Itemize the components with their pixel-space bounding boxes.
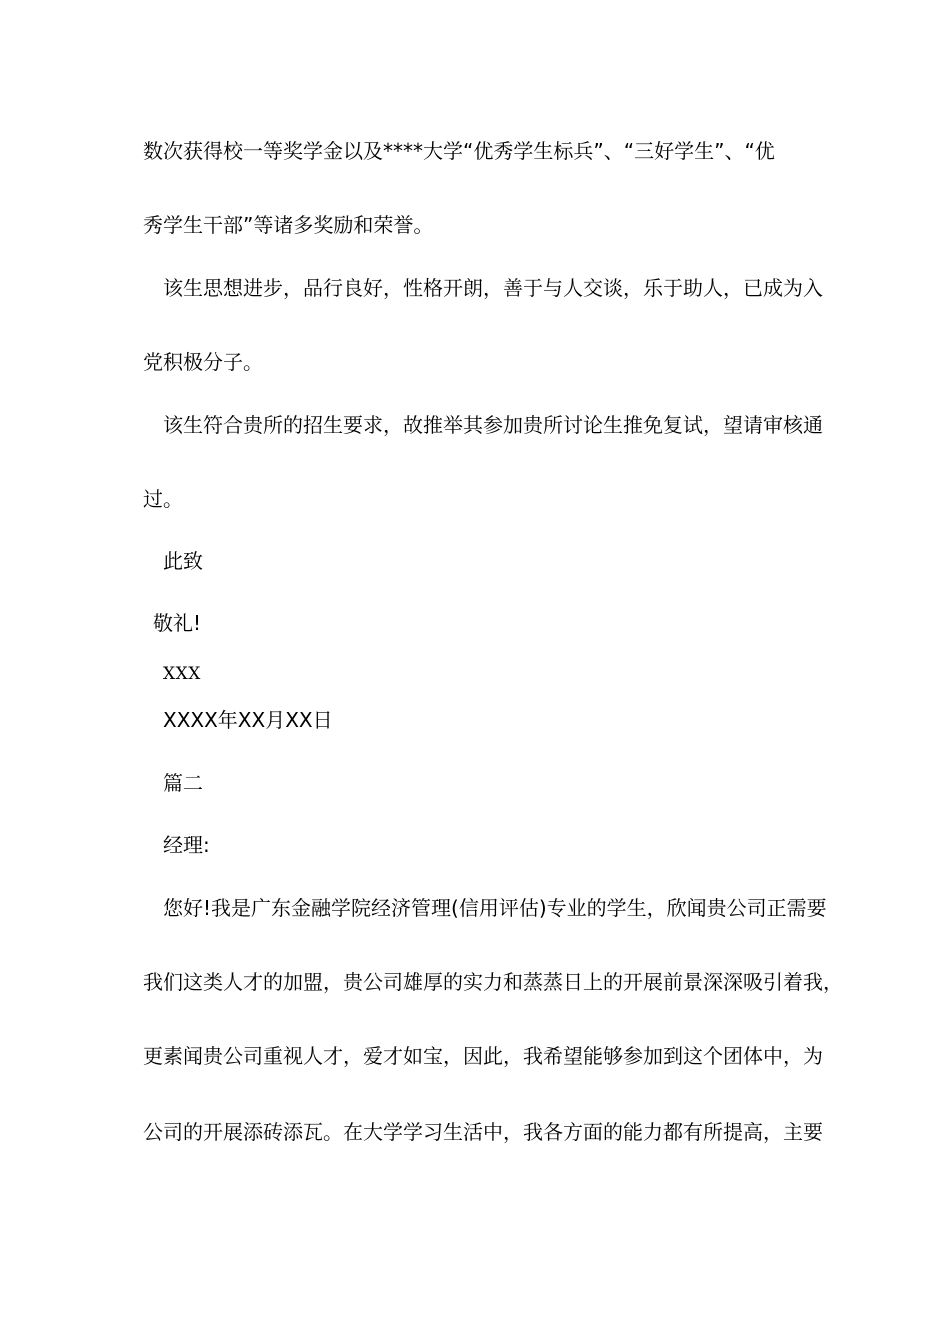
- body-text-line: 该生符合贵所的招生要求，故推举其参加贵所讨论生推免复试，望请审核通: [163, 413, 823, 437]
- body-text-line: 党积极分子。: [143, 350, 263, 374]
- body-text-line: 该生思想进步，品行良好，性格开朗，善于与人交谈，乐于助人，已成为入: [163, 276, 823, 300]
- letter-greeting: 经理:: [163, 833, 210, 857]
- signature-name: XXX: [163, 664, 201, 684]
- body-text-line: 更素闻贵公司重视人才，爱才如宝，因此，我希望能够参加到这个团体中，为: [143, 1044, 823, 1068]
- signature-date: XXXX年XX月XX日: [163, 708, 333, 732]
- closing-salutation: 此致: [163, 549, 203, 573]
- section-heading: 篇二: [163, 771, 203, 795]
- body-text-line: 公司的开展添砖添瓦。在大学学习生活中，我各方面的能力都有所提高，主要: [143, 1120, 823, 1144]
- body-text-line: 您好!我是广东金融学院经济管理(信用评估)专业的学生，欣闻贵公司正需要: [163, 896, 827, 920]
- body-text-line: 过。: [143, 487, 183, 511]
- body-text-line: 秀学生干部”等诸多奖励和荣誉。: [143, 213, 434, 237]
- body-text-line: 我们这类人才的加盟，贵公司雄厚的实力和蒸蒸日上的开展前景深深吸引着我，: [143, 970, 843, 994]
- body-text-line: 数次获得校一等奖学金以及****大学“优秀学生标兵”、“三好学生”、“优: [143, 139, 775, 163]
- closing-regards: 敬礼!: [153, 611, 202, 635]
